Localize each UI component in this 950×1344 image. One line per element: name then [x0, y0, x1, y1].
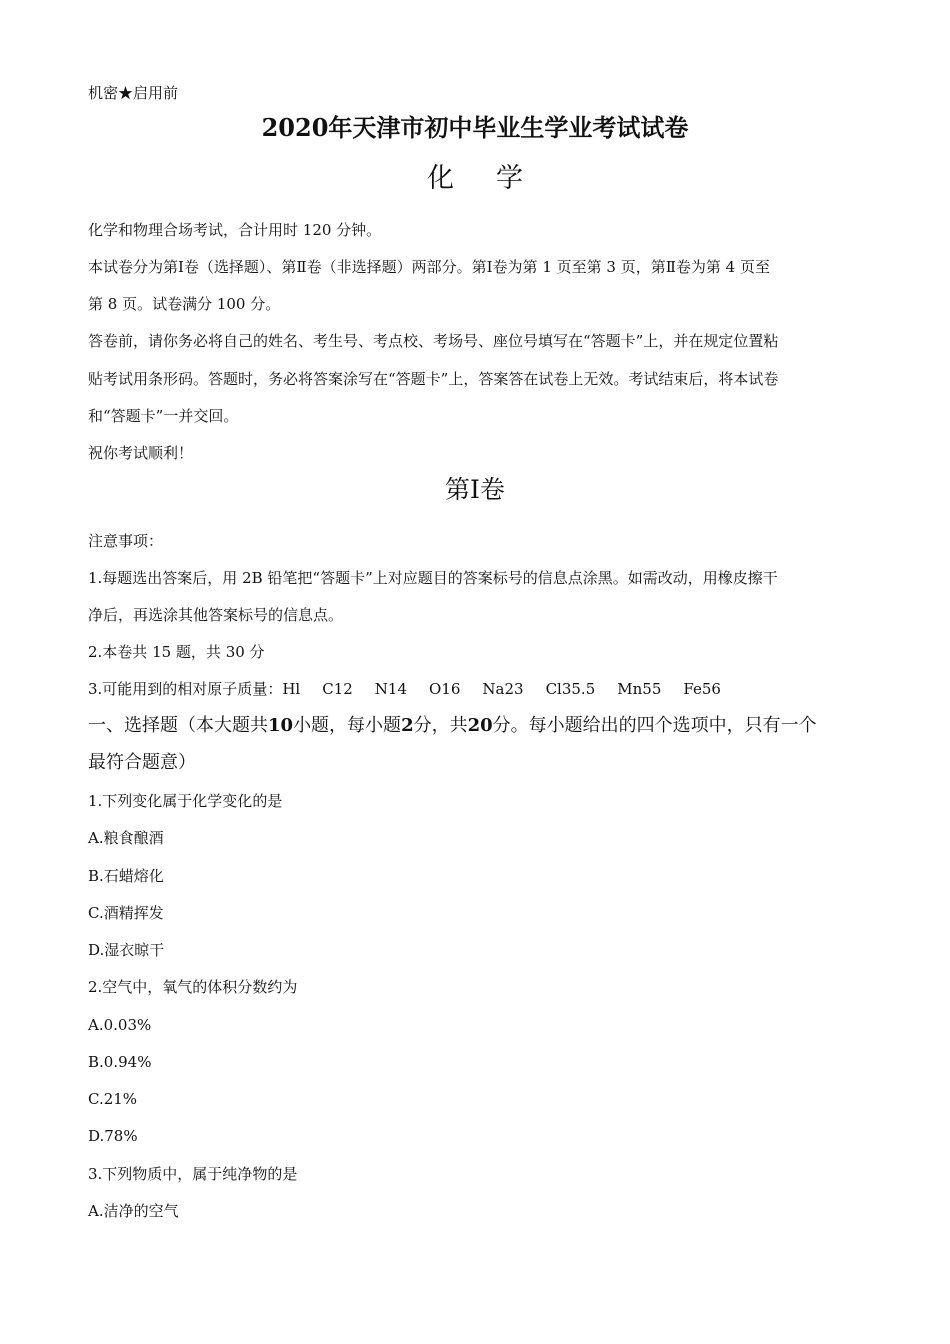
subject-title: 化学: [427, 163, 565, 194]
confidential-mark: 机密★启用前: [88, 84, 179, 102]
good-luck-line: 祝你考试顺利！: [88, 444, 194, 462]
volume-title: 第Ⅰ卷: [445, 475, 505, 504]
option-item: A.粮食酿酒: [88, 829, 164, 847]
atomic-mass-item: N14: [374, 680, 408, 698]
note-item: 净后，再选涂其他答案标号的信息点。: [88, 606, 344, 624]
option-item: D.78%: [88, 1127, 138, 1145]
section-count: 10: [268, 715, 294, 736]
atomic-mass-item: Hl: [282, 680, 301, 698]
atomic-mass-item: O16: [429, 680, 461, 698]
option-item: B.石蜡熔化: [88, 867, 164, 885]
intro-line: 化学和物理合场考试，合计用时 120 分钟。: [88, 221, 382, 239]
question-stem: 2.空气中，氧气的体积分数约为: [88, 978, 298, 996]
atomic-mass-item: C12: [322, 680, 353, 698]
notes-heading: 注意事项：: [88, 532, 164, 550]
intro-line: 第 8 页。试卷满分 100 分。: [88, 295, 281, 313]
intro-line: 本试卷分为第Ⅰ卷（选择题）、第Ⅱ卷（非选择题）两部分。第Ⅰ卷为第 1 页至第 3 页，第Ⅱ卷为第 4 页至: [88, 258, 770, 276]
section-text: 分，共: [413, 715, 468, 736]
section-text: 一、选择题（本大题共: [88, 715, 268, 736]
atomic-mass-item: Mn55: [617, 680, 662, 698]
atomic-mass-line: [88, 679, 864, 699]
atomic-mass-label: 3.可能用到的相对原子质量：: [88, 680, 283, 698]
section-text: 分。每小题给出的四个选项中，只有一个: [492, 715, 817, 736]
atomic-mass-item: Fe56: [683, 680, 721, 698]
option-item: C.21%: [88, 1090, 138, 1108]
question-stem: 3.下列物质中，属于纯净物的是: [88, 1165, 298, 1183]
section-heading-cont: 最符合题意）: [88, 752, 196, 773]
exam-title: 2020年天津市初中毕业生学业考试试卷: [261, 113, 689, 142]
option-item: D.湿衣晾干: [88, 941, 165, 959]
section-text: 小题，每小题: [293, 715, 402, 736]
section-total: 20: [467, 715, 493, 736]
section-heading: [88, 714, 864, 738]
option-item: A.洁净的空气: [88, 1202, 179, 1220]
note-item: 1.每题选出答案后，用 2B 铅笔把“答题卡”上对应题目的答案标号的信息点涂黑。如需改动，用橡皮擦干: [88, 569, 778, 587]
section-points: 2: [401, 715, 414, 736]
atomic-mass-item: Na23: [482, 680, 524, 698]
intro-line: 答卷前，请你务必将自己的姓名、考生号、考点校、考场号、座位号填写在“答题卡”上，并在规定位置粘: [88, 332, 779, 350]
option-item: C.酒精挥发: [88, 904, 164, 922]
question-stem: 1.下列变化属于化学变化的是: [88, 792, 283, 810]
note-item: 2.本卷共 15 题，共 30 分: [88, 643, 265, 661]
atomic-mass-item: Cl35.5: [545, 680, 596, 698]
option-item: A.0.03%: [88, 1016, 152, 1034]
option-item: B.0.94%: [88, 1053, 152, 1071]
intro-line: 贴考试用条形码。答题时，务必将答案涂写在“答题卡”上，答案答在试卷上无效。考试结束后，将本试卷: [88, 370, 779, 388]
intro-line: 和“答题卡”一并交回。: [88, 407, 239, 425]
